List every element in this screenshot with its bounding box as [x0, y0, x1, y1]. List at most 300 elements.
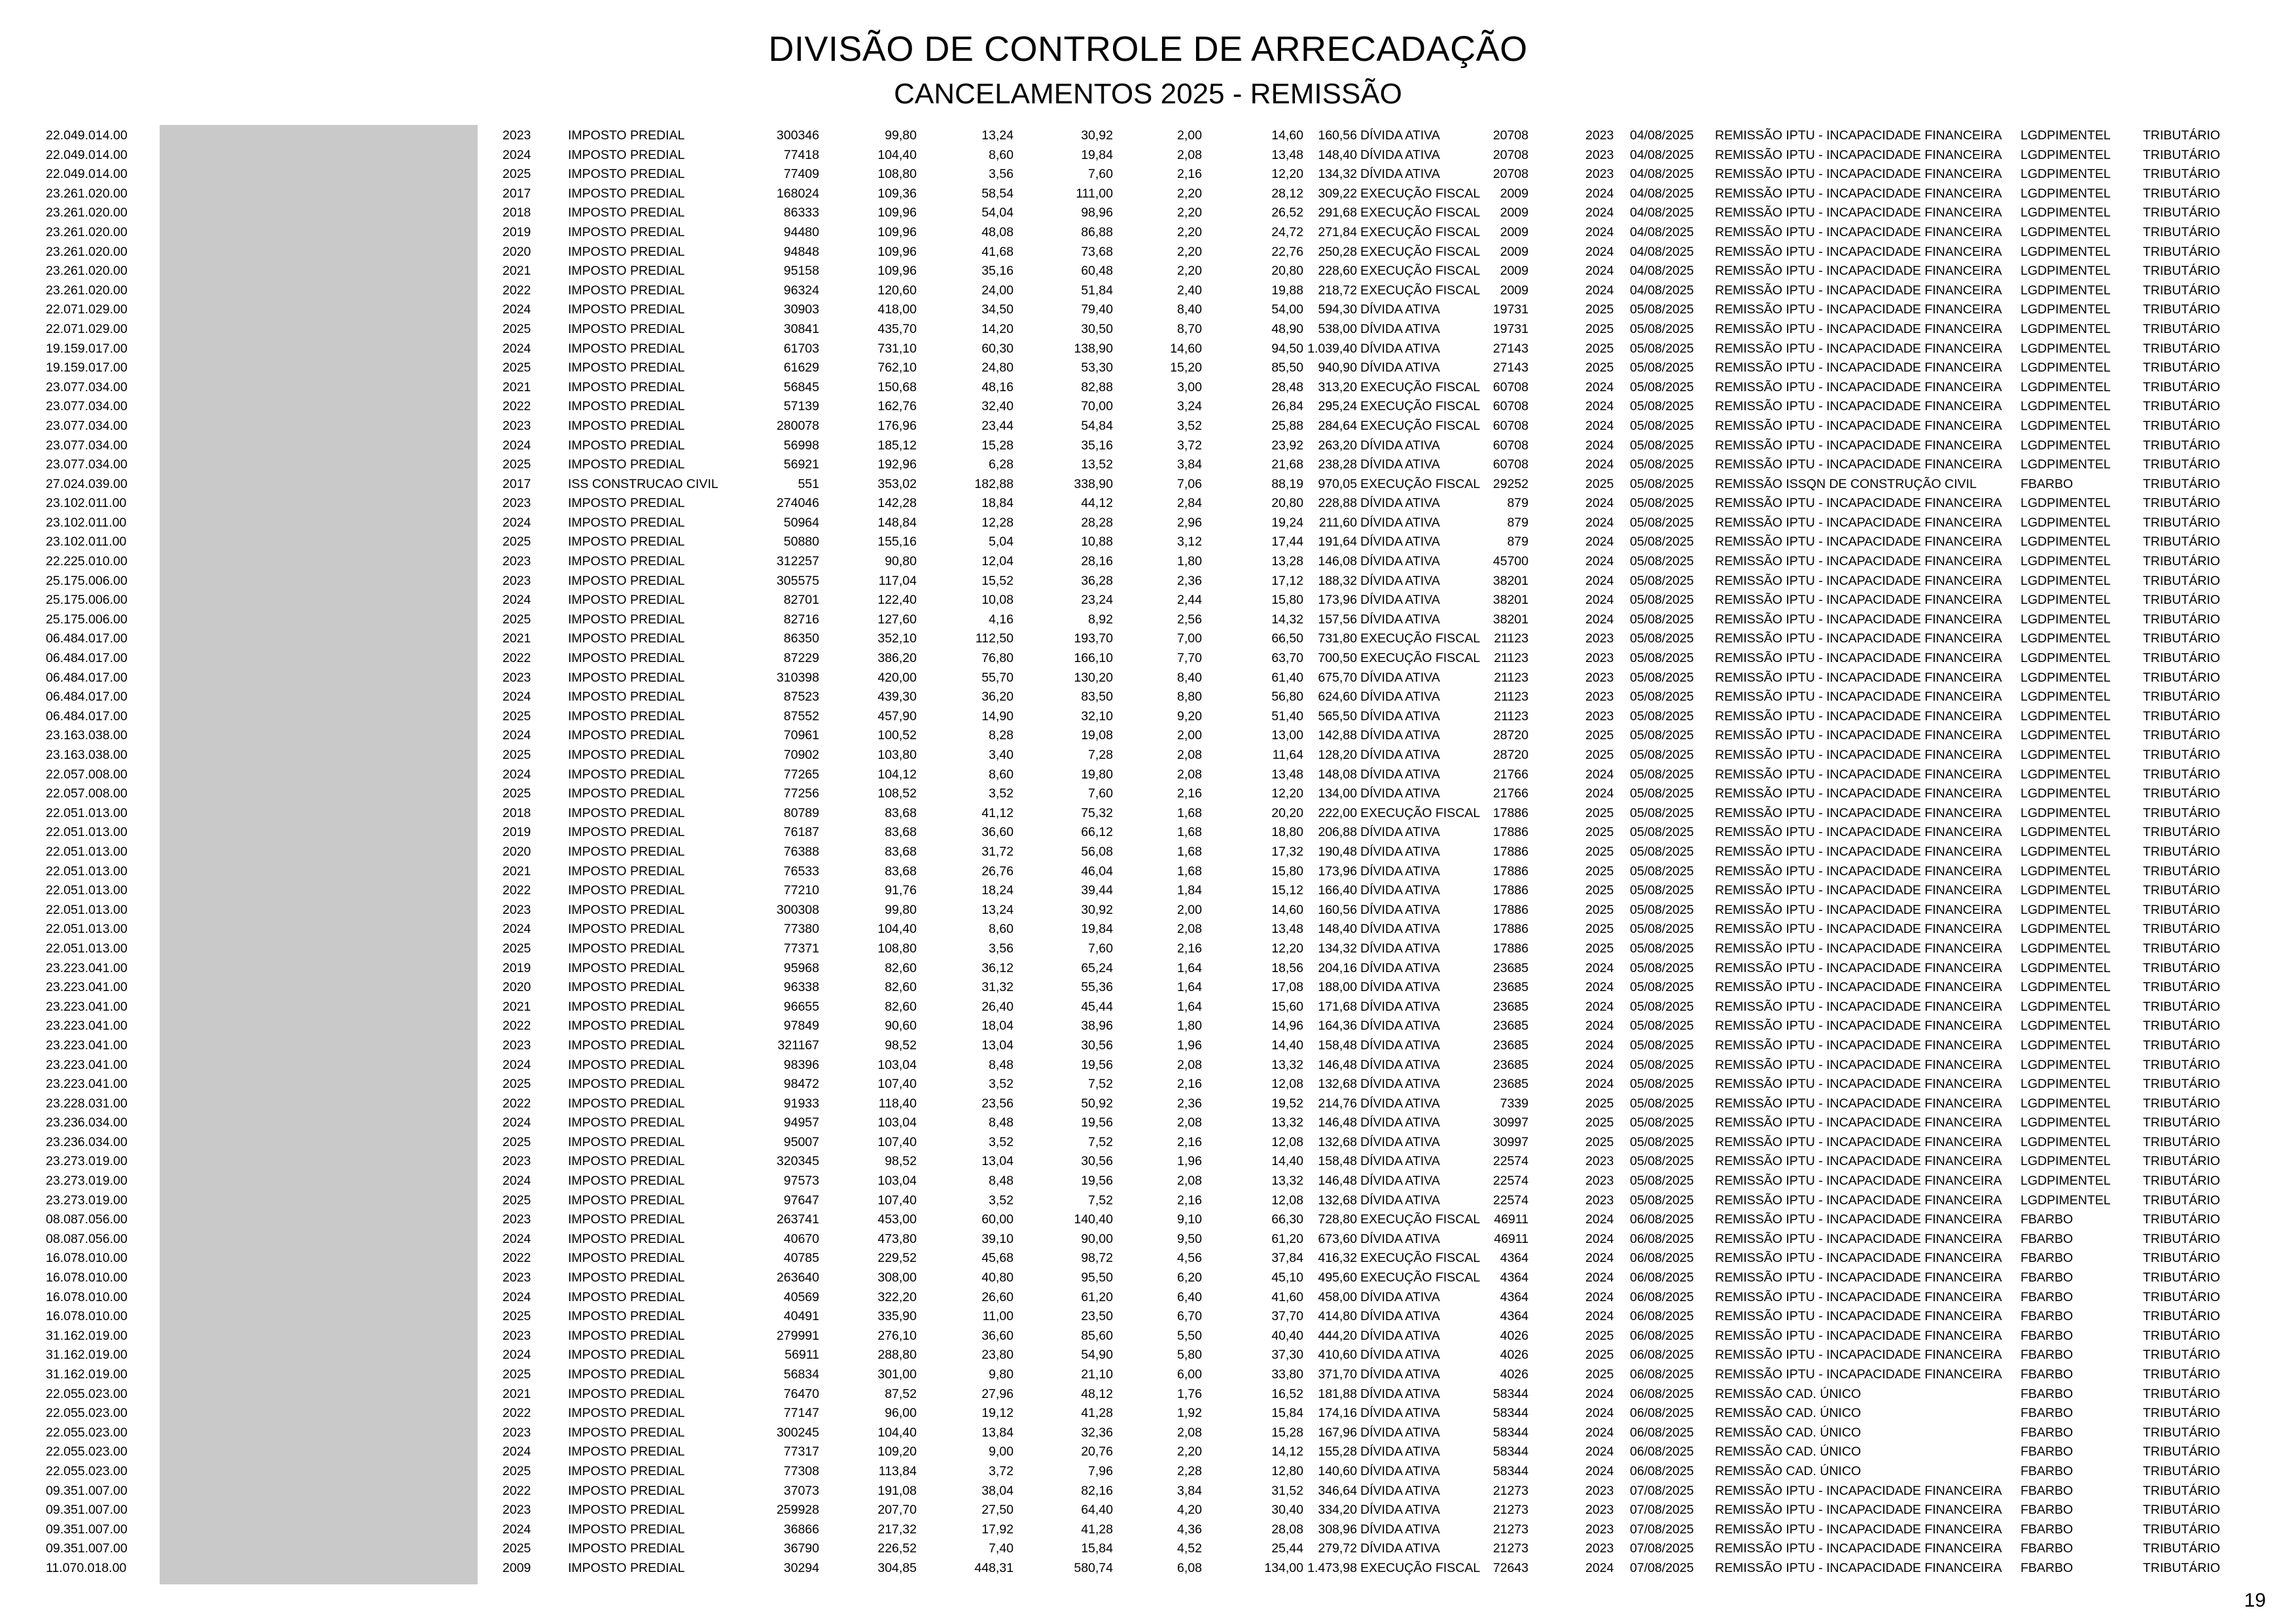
cell-usuario: LGDPIMENTEL — [2021, 1038, 2111, 1053]
cell-honorarios: 51,40 — [1271, 708, 1303, 724]
table-row — [0, 514, 2296, 533]
cell-processo: 23685 — [1492, 1057, 1528, 1072]
cell-processo: 23685 — [1492, 999, 1528, 1014]
cell-honorarios: 17,32 — [1271, 844, 1303, 859]
cell-ano-processo: 2025 — [1585, 360, 1614, 375]
cell-honorarios: 13,32 — [1271, 1174, 1303, 1189]
cell-data: 05/08/2025 — [1630, 805, 1694, 820]
cell-multa: 53,30 — [1081, 360, 1113, 375]
cell-taxa: 9,10 — [1177, 1212, 1202, 1227]
cell-setor: TRIBUTÁRIO — [2143, 321, 2221, 336]
cell-tributo: IMPOSTO PREDIAL — [568, 147, 685, 162]
cell-data: 05/08/2025 — [1630, 844, 1694, 859]
cell-motivo: REMISSÃO IPTU - INCAPACIDADE FINANCEIRA — [1715, 496, 2002, 511]
cell-ano: 2025 — [503, 534, 531, 550]
cell-juros: 31,72 — [981, 844, 1014, 859]
cell-taxa: 2,20 — [1177, 224, 1202, 239]
table-row — [0, 397, 2296, 417]
cell-ano-processo: 2025 — [1585, 883, 1614, 898]
cell-setor: TRIBUTÁRIO — [2143, 1193, 2221, 1208]
cell-taxa: 4,52 — [1177, 1541, 1202, 1556]
cell-taxa: 8,40 — [1177, 670, 1202, 685]
cell-lancamento: 30294 — [783, 1560, 819, 1575]
cell-ano-processo: 2024 — [1585, 767, 1614, 782]
table-row — [0, 1559, 2296, 1579]
cell-motivo: REMISSÃO IPTU - INCAPACIDADE FINANCEIRA — [1715, 341, 2002, 356]
cell-motivo: REMISSÃO IPTU - INCAPACIDADE FINANCEIRA — [1715, 708, 2002, 724]
cell-tributo: IMPOSTO PREDIAL — [568, 1444, 685, 1459]
cell-motivo: REMISSÃO IPTU - INCAPACIDADE FINANCEIRA — [1715, 1174, 2002, 1189]
cell-tributo: IMPOSTO PREDIAL — [568, 593, 685, 608]
cell-total: 181,88 — [1318, 1386, 1357, 1401]
cell-situacao: DÍVIDA ATIVA — [1360, 438, 1440, 453]
document-title: DIVISÃO DE CONTROLE DE ARRECADAÇÃO — [768, 29, 1528, 69]
cell-usuario: FBARBO — [2021, 1503, 2074, 1518]
cell-taxa: 2,16 — [1177, 1193, 1202, 1208]
cell-setor: TRIBUTÁRIO — [2143, 1483, 2221, 1498]
cell-processo: 45700 — [1492, 554, 1528, 569]
cell-setor: TRIBUTÁRIO — [2143, 1057, 2221, 1072]
cell-processo: 60708 — [1492, 438, 1528, 453]
cell-honorarios: 15,60 — [1271, 999, 1303, 1014]
cell-inscricao: 16.078.010.00 — [46, 1289, 128, 1304]
cell-total: 414,80 — [1318, 1309, 1357, 1324]
cell-situacao: DÍVIDA ATIVA — [1360, 341, 1440, 356]
cell-usuario: LGDPIMENTEL — [2021, 186, 2111, 201]
cell-juros: 26,40 — [981, 999, 1014, 1014]
cell-honorarios: 17,44 — [1271, 534, 1303, 550]
cell-tributo: IMPOSTO PREDIAL — [568, 1270, 685, 1285]
cell-lancamento: 56845 — [783, 379, 819, 394]
cell-lancamento: 80789 — [783, 805, 819, 820]
cell-multa: 19,08 — [1081, 728, 1113, 743]
table-row — [0, 1365, 2296, 1385]
cell-total: 160,56 — [1318, 128, 1357, 143]
cell-taxa: 2,00 — [1177, 128, 1202, 143]
cell-total: 148,40 — [1318, 147, 1357, 162]
cell-juros: 3,52 — [989, 1193, 1014, 1208]
table-row — [0, 1056, 2296, 1075]
cell-ano-processo: 2025 — [1585, 1134, 1614, 1149]
cell-taxa: 1,64 — [1177, 980, 1202, 995]
cell-setor: TRIBUTÁRIO — [2143, 476, 2221, 491]
cell-multa: 30,56 — [1081, 1154, 1113, 1169]
cell-motivo: REMISSÃO IPTU - INCAPACIDADE FINANCEIRA — [1715, 1077, 2002, 1092]
cell-taxa: 2,00 — [1177, 728, 1202, 743]
cell-multa: 70,00 — [1081, 399, 1113, 414]
cell-juros: 36,60 — [981, 825, 1014, 840]
cell-situacao: EXECUÇÃO FISCAL — [1360, 651, 1481, 666]
cell-valor: 229,52 — [877, 1251, 917, 1266]
cell-taxa: 2,84 — [1177, 496, 1202, 511]
cell-inscricao: 22.051.013.00 — [46, 864, 128, 879]
cell-data: 05/08/2025 — [1630, 767, 1694, 782]
cell-valor: 103,80 — [877, 748, 917, 762]
cell-processo: 58344 — [1492, 1406, 1528, 1421]
cell-situacao: DÍVIDA ATIVA — [1360, 457, 1440, 472]
cell-usuario: FBARBO — [2021, 1328, 2074, 1343]
cell-taxa: 3,24 — [1177, 399, 1202, 414]
cell-tributo: IMPOSTO PREDIAL — [568, 786, 685, 801]
table-row — [0, 978, 2296, 998]
cell-tributo: IMPOSTO PREDIAL — [568, 244, 685, 259]
cell-lancamento: 40670 — [783, 1231, 819, 1246]
cell-motivo: REMISSÃO IPTU - INCAPACIDADE FINANCEIRA — [1715, 612, 2002, 627]
cell-total: 146,08 — [1318, 554, 1357, 569]
cell-motivo: REMISSÃO IPTU - INCAPACIDADE FINANCEIRA — [1715, 593, 2002, 608]
table-row — [0, 1520, 2296, 1540]
cell-lancamento: 280078 — [776, 418, 819, 433]
cell-total: 204,16 — [1318, 960, 1357, 975]
cell-ano-processo: 2024 — [1585, 1463, 1614, 1478]
cell-valor: 90,60 — [885, 1019, 917, 1034]
cell-valor: 107,40 — [877, 1077, 917, 1092]
cell-valor: 301,00 — [877, 1367, 917, 1382]
cell-processo: 27143 — [1492, 360, 1528, 375]
cell-processo: 21273 — [1492, 1483, 1528, 1498]
cell-multa: 28,28 — [1081, 515, 1113, 530]
cell-valor: 83,68 — [885, 864, 917, 879]
cell-ano: 2025 — [503, 1134, 531, 1149]
cell-motivo: REMISSÃO IPTU - INCAPACIDADE FINANCEIRA — [1715, 283, 2002, 298]
cell-juros: 112,50 — [975, 631, 1014, 646]
cell-total: 731,80 — [1318, 631, 1357, 646]
cell-ano-processo: 2023 — [1585, 1174, 1614, 1189]
cell-tributo: IMPOSTO PREDIAL — [568, 1560, 685, 1575]
cell-motivo: REMISSÃO IPTU - INCAPACIDADE FINANCEIRA — [1715, 1231, 2002, 1246]
cell-total: 700,50 — [1318, 651, 1357, 666]
cell-juros: 17,92 — [981, 1522, 1014, 1537]
cell-usuario: LGDPIMENTEL — [2021, 283, 2111, 298]
cell-tributo: IMPOSTO PREDIAL — [568, 438, 685, 453]
cell-motivo: REMISSÃO IPTU - INCAPACIDADE FINANCEIRA — [1715, 844, 2002, 859]
cell-tributo: IMPOSTO PREDIAL — [568, 825, 685, 840]
cell-setor: TRIBUTÁRIO — [2143, 1386, 2221, 1401]
cell-taxa: 5,80 — [1177, 1348, 1202, 1363]
cell-multa: 90,00 — [1081, 1231, 1113, 1246]
cell-processo: 20708 — [1492, 128, 1528, 143]
cell-data: 06/08/2025 — [1630, 1328, 1694, 1343]
table-row — [0, 320, 2296, 340]
cell-situacao: EXECUÇÃO FISCAL — [1360, 805, 1481, 820]
cell-valor: 83,68 — [885, 825, 917, 840]
cell-tributo: IMPOSTO PREDIAL — [568, 360, 685, 375]
cell-taxa: 2,16 — [1177, 1134, 1202, 1149]
cell-multa: 82,16 — [1081, 1483, 1113, 1498]
cell-motivo: REMISSÃO IPTU - INCAPACIDADE FINANCEIRA — [1715, 980, 2002, 995]
cell-valor: 103,04 — [877, 1115, 917, 1130]
cell-juros: 23,56 — [981, 1096, 1014, 1111]
table-row — [0, 1017, 2296, 1036]
cell-tributo: IMPOSTO PREDIAL — [568, 1154, 685, 1169]
cell-honorarios: 45,10 — [1271, 1270, 1303, 1285]
cell-taxa: 1,64 — [1177, 960, 1202, 975]
cell-data: 05/08/2025 — [1630, 612, 1694, 627]
cell-valor: 192,96 — [877, 457, 917, 472]
cell-processo: 17886 — [1492, 825, 1528, 840]
cell-tributo: IMPOSTO PREDIAL — [568, 573, 685, 588]
cell-lancamento: 310398 — [776, 670, 819, 685]
cell-tributo: IMPOSTO PREDIAL — [568, 883, 685, 898]
cell-setor: TRIBUTÁRIO — [2143, 631, 2221, 646]
cell-inscricao: 23.261.020.00 — [46, 283, 128, 298]
cell-valor: 386,20 — [877, 651, 917, 666]
cell-data: 05/08/2025 — [1630, 748, 1694, 762]
cell-inscricao: 22.051.013.00 — [46, 844, 128, 859]
cell-tributo: IMPOSTO PREDIAL — [568, 128, 685, 143]
cell-lancamento: 274046 — [776, 496, 819, 511]
cell-honorarios: 19,52 — [1271, 1096, 1303, 1111]
cell-multa: 19,84 — [1081, 147, 1113, 162]
cell-juros: 45,68 — [981, 1251, 1014, 1266]
cell-ano: 2023 — [503, 554, 531, 569]
cell-honorarios: 14,40 — [1271, 1154, 1303, 1169]
table-row — [0, 765, 2296, 785]
table-row — [0, 862, 2296, 882]
cell-honorarios: 28,48 — [1271, 379, 1303, 394]
cell-ano: 2019 — [503, 224, 531, 239]
cell-total: 538,00 — [1318, 321, 1357, 336]
cell-processo: 19731 — [1492, 321, 1528, 336]
cell-juros: 6,28 — [989, 457, 1014, 472]
cell-usuario: LGDPIMENTEL — [2021, 708, 2111, 724]
cell-ano: 2024 — [503, 515, 531, 530]
cell-lancamento: 61703 — [783, 341, 819, 356]
cell-ano-processo: 2023 — [1585, 167, 1614, 182]
cell-taxa: 3,72 — [1177, 438, 1202, 453]
table-row — [0, 494, 2296, 514]
cell-processo: 58344 — [1492, 1444, 1528, 1459]
cell-ano: 2023 — [503, 128, 531, 143]
cell-honorarios: 21,68 — [1271, 457, 1303, 472]
cell-total: 309,22 — [1318, 186, 1357, 201]
cell-situacao: DÍVIDA ATIVA — [1360, 1193, 1440, 1208]
table-row — [0, 1327, 2296, 1346]
cell-usuario: LGDPIMENTEL — [2021, 534, 2111, 550]
cell-ano: 2025 — [503, 786, 531, 801]
cell-inscricao: 22.049.014.00 — [46, 167, 128, 182]
table-row — [0, 1346, 2296, 1365]
cell-usuario: LGDPIMENTEL — [2021, 147, 2111, 162]
table-row — [0, 804, 2296, 824]
cell-taxa: 6,00 — [1177, 1367, 1202, 1382]
cell-situacao: DÍVIDA ATIVA — [1360, 573, 1440, 588]
cell-valor: 99,80 — [885, 902, 917, 917]
cell-total: 188,00 — [1318, 980, 1357, 995]
cell-honorarios: 12,20 — [1271, 167, 1303, 182]
cell-tributo: IMPOSTO PREDIAL — [568, 186, 685, 201]
cell-honorarios: 18,80 — [1271, 825, 1303, 840]
cell-processo: 21273 — [1492, 1541, 1528, 1556]
cell-lancamento: 36790 — [783, 1541, 819, 1556]
cell-setor: TRIBUTÁRIO — [2143, 941, 2221, 956]
cell-taxa: 2,40 — [1177, 283, 1202, 298]
cell-juros: 8,48 — [989, 1057, 1014, 1072]
cell-lancamento: 320345 — [776, 1154, 819, 1169]
cell-ano: 2025 — [503, 457, 531, 472]
cell-situacao: DÍVIDA ATIVA — [1360, 321, 1440, 336]
cell-total: 132,68 — [1318, 1077, 1357, 1092]
cell-processo: 17886 — [1492, 805, 1528, 820]
table-row — [0, 1423, 2296, 1443]
cell-taxa: 9,50 — [1177, 1231, 1202, 1246]
cell-processo: 21273 — [1492, 1522, 1528, 1537]
cell-situacao: DÍVIDA ATIVA — [1360, 1444, 1440, 1459]
cell-taxa: 1,64 — [1177, 999, 1202, 1014]
cell-setor: TRIBUTÁRIO — [2143, 1251, 2221, 1266]
cell-honorarios: 15,28 — [1271, 1425, 1303, 1440]
cell-total: 140,60 — [1318, 1463, 1357, 1478]
cell-setor: TRIBUTÁRIO — [2143, 805, 2221, 820]
cell-lancamento: 94957 — [783, 1115, 819, 1130]
cell-taxa: 1,68 — [1177, 844, 1202, 859]
cell-processo: 21123 — [1494, 670, 1528, 685]
table-row — [0, 784, 2296, 804]
table-row — [0, 1539, 2296, 1559]
cell-multa: 61,20 — [1081, 1289, 1113, 1304]
cell-juros: 48,08 — [981, 224, 1014, 239]
cell-ano: 2023 — [503, 496, 531, 511]
cell-processo: 60708 — [1492, 418, 1528, 433]
cell-multa: 21,10 — [1081, 1367, 1113, 1382]
cell-inscricao: 22.051.013.00 — [46, 902, 128, 917]
cell-situacao: DÍVIDA ATIVA — [1360, 1134, 1440, 1149]
cell-juros: 60,00 — [981, 1212, 1014, 1227]
cell-ano: 2022 — [503, 883, 531, 898]
cell-honorarios: 37,30 — [1271, 1348, 1303, 1363]
cell-valor: 109,96 — [877, 244, 917, 259]
cell-setor: TRIBUTÁRIO — [2143, 1406, 2221, 1421]
cell-ano: 2018 — [503, 805, 531, 820]
table-row — [0, 1113, 2296, 1133]
cell-total: 295,24 — [1318, 399, 1357, 414]
table-row — [0, 998, 2296, 1017]
cell-inscricao: 09.351.007.00 — [46, 1503, 128, 1518]
cell-ano-processo: 2024 — [1585, 1038, 1614, 1053]
cell-tributo: IMPOSTO PREDIAL — [568, 379, 685, 394]
cell-ano: 2025 — [503, 1541, 531, 1556]
cell-taxa: 2,08 — [1177, 147, 1202, 162]
cell-lancamento: 77371 — [783, 941, 819, 956]
cell-motivo: REMISSÃO IPTU - INCAPACIDADE FINANCEIRA — [1715, 786, 2002, 801]
cell-inscricao: 23.102.011.00 — [46, 515, 127, 530]
cell-multa: 7,52 — [1088, 1193, 1113, 1208]
cell-motivo: REMISSÃO IPTU - INCAPACIDADE FINANCEIRA — [1715, 767, 2002, 782]
cell-lancamento: 94480 — [783, 224, 819, 239]
cell-usuario: FBARBO — [2021, 1270, 2074, 1285]
cell-setor: TRIBUTÁRIO — [2143, 147, 2221, 162]
cell-juros: 13,04 — [981, 1154, 1014, 1169]
cell-ano-processo: 2025 — [1585, 302, 1614, 317]
cell-data: 05/08/2025 — [1630, 1115, 1694, 1130]
cell-multa: 60,48 — [1081, 264, 1113, 279]
cell-ano: 2022 — [503, 1483, 531, 1498]
cell-tributo: IMPOSTO PREDIAL — [568, 341, 685, 356]
cell-setor: TRIBUTÁRIO — [2143, 360, 2221, 375]
cell-tributo: IMPOSTO PREDIAL — [568, 302, 685, 317]
cell-taxa: 2,96 — [1177, 515, 1202, 530]
cell-ano: 2023 — [503, 573, 531, 588]
table-row — [0, 1133, 2296, 1153]
cell-processo: 58344 — [1492, 1425, 1528, 1440]
cell-multa: 35,16 — [1081, 438, 1113, 453]
cell-processo: 2009 — [1500, 283, 1528, 298]
cell-total: 158,48 — [1318, 1038, 1357, 1053]
cell-usuario: FBARBO — [2021, 1386, 2074, 1401]
cell-valor: 453,00 — [877, 1212, 917, 1227]
cell-situacao: DÍVIDA ATIVA — [1360, 748, 1440, 762]
cell-ano-processo: 2025 — [1585, 902, 1614, 917]
cell-processo: 20708 — [1492, 147, 1528, 162]
cell-lancamento: 279991 — [776, 1328, 819, 1343]
cell-lancamento: 40785 — [783, 1251, 819, 1266]
cell-valor: 109,96 — [877, 264, 917, 279]
cell-situacao: EXECUÇÃO FISCAL — [1360, 418, 1481, 433]
cell-multa: 8,92 — [1088, 612, 1113, 627]
cell-ano-processo: 2025 — [1585, 728, 1614, 743]
cell-usuario: LGDPIMENTEL — [2021, 748, 2111, 762]
cell-honorarios: 12,08 — [1271, 1193, 1303, 1208]
cell-taxa: 4,36 — [1177, 1522, 1202, 1537]
cell-setor: TRIBUTÁRIO — [2143, 302, 2221, 317]
cell-inscricao: 06.484.017.00 — [46, 689, 128, 705]
cell-setor: TRIBUTÁRIO — [2143, 1212, 2221, 1227]
cell-ano-processo: 2024 — [1585, 205, 1614, 220]
table-row — [0, 572, 2296, 591]
cell-juros: 26,76 — [981, 864, 1014, 879]
cell-inscricao: 23.163.038.00 — [46, 748, 128, 762]
cell-total: 624,60 — [1318, 689, 1357, 705]
cell-taxa: 6,08 — [1177, 1560, 1202, 1575]
cell-multa: 41,28 — [1081, 1522, 1113, 1537]
cell-honorarios: 56,80 — [1271, 689, 1303, 705]
cell-honorarios: 12,20 — [1271, 941, 1303, 956]
table-row — [0, 881, 2296, 901]
cell-honorarios: 85,50 — [1271, 360, 1303, 375]
cell-juros: 3,40 — [989, 748, 1014, 762]
cell-honorarios: 26,52 — [1271, 205, 1303, 220]
cell-honorarios: 48,90 — [1271, 321, 1303, 336]
cell-ano: 2022 — [503, 651, 531, 666]
cell-processo: 22574 — [1492, 1193, 1528, 1208]
cell-inscricao: 23.077.034.00 — [46, 457, 128, 472]
cell-inscricao: 06.484.017.00 — [46, 708, 128, 724]
cell-inscricao: 23.102.011.00 — [46, 496, 127, 511]
cell-lancamento: 77317 — [783, 1444, 819, 1459]
cell-motivo: REMISSÃO IPTU - INCAPACIDADE FINANCEIRA — [1715, 1154, 2002, 1169]
cell-taxa: 2,20 — [1177, 186, 1202, 201]
cell-honorarios: 14,60 — [1271, 128, 1303, 143]
cell-processo: 17886 — [1492, 864, 1528, 879]
cell-situacao: DÍVIDA ATIVA — [1360, 515, 1440, 530]
cell-valor: 82,60 — [885, 980, 917, 995]
cell-multa: 13,52 — [1081, 457, 1113, 472]
cell-multa: 39,44 — [1081, 883, 1113, 898]
cell-ano: 2021 — [503, 631, 531, 646]
cell-honorarios: 14,96 — [1271, 1019, 1303, 1034]
cell-usuario: LGDPIMENTEL — [2021, 670, 2111, 685]
cell-inscricao: 27.024.039.00 — [46, 476, 128, 491]
cell-processo: 879 — [1507, 534, 1528, 550]
cell-ano: 2025 — [503, 612, 531, 627]
cell-valor: 107,40 — [877, 1193, 917, 1208]
cell-motivo: REMISSÃO IPTU - INCAPACIDADE FINANCEIRA — [1715, 205, 2002, 220]
cell-data: 05/08/2025 — [1630, 457, 1694, 472]
cell-total: 190,48 — [1318, 844, 1357, 859]
cell-ano-processo: 2025 — [1585, 1328, 1614, 1343]
cell-tributo: IMPOSTO PREDIAL — [568, 1251, 685, 1266]
cell-multa: 82,88 — [1081, 379, 1113, 394]
